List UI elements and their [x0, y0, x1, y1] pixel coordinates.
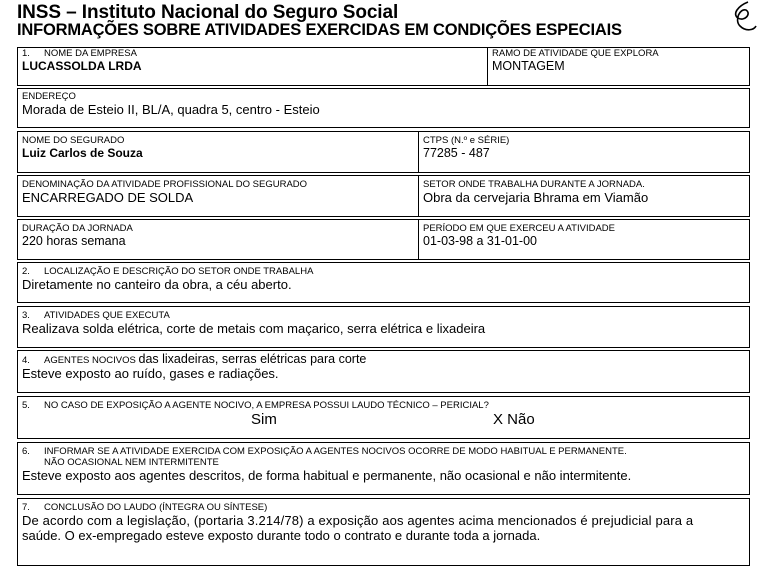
section-4 [17, 350, 750, 393]
section-6 [17, 442, 750, 495]
handwritten-initials-icon [728, 0, 758, 36]
ctps-cell [418, 132, 749, 172]
section-3-value: Realizava solda elétrica, corte de metais com maçarico, serra elétrica e lixadeira [22, 321, 486, 336]
empresa-label [22, 48, 487, 59]
segurado-row [17, 131, 750, 173]
section-3-label [22, 310, 749, 321]
ctps-value: 77285 - 487 [423, 146, 490, 160]
section-6-value: Esteve exposto aos agentes descritos, de forma habitual e permanente, não ocasional e não intermitente. [22, 468, 632, 483]
section-number: 1. [22, 48, 30, 59]
section-number: 6. [22, 446, 30, 457]
section-2-cell [18, 263, 749, 302]
section-4-value: Esteve exposto ao ruído, gases e radiações. [22, 366, 279, 381]
section-4-label [22, 354, 749, 366]
atividade-value: ENCARREGADO DE SOLDA [22, 190, 194, 205]
periodo-cell [418, 220, 749, 259]
ramo-cell [487, 48, 749, 85]
section-2 [17, 262, 750, 303]
jornada-row [17, 219, 750, 260]
setor-value: Obra da cervejaria Bhrama em Viamão [423, 190, 649, 205]
section-5-label [22, 400, 749, 411]
endereco-label: ENDEREÇO [22, 91, 76, 102]
endereco-row [17, 88, 750, 128]
section-7-label-text: CONCLUSÃO DO LAUDO (ÍNTEGRA OU SÍNTESE) [44, 502, 268, 513]
section-number: 4. [22, 355, 30, 366]
option-nao-checked: X Não [493, 411, 535, 428]
section-6-cell [18, 443, 749, 494]
empresa-cell [18, 48, 487, 85]
section-number: 7. [22, 502, 30, 513]
atividade-cell [18, 176, 418, 216]
atividade-label: DENOMINAÇÃO DA ATIVIDADE PROFISSIONAL DO SEGURADO [22, 179, 308, 190]
empresa-row [17, 47, 750, 86]
section-4-label-text: AGENTES NOCIVOS [44, 355, 136, 366]
endereco-value: Morada de Esteio II, BL/A, quadra 5, centro - Esteio [22, 102, 320, 117]
periodo-value: 01-03-98 a 31-01-00 [423, 234, 537, 248]
section-4-label-extra: das lixadeiras, serras elétricas para corte [138, 352, 367, 366]
section-3-label-text: ATIVIDADES QUE EXECUTA [44, 310, 170, 321]
section-number: 2. [22, 266, 30, 277]
endereco-cell [18, 89, 749, 127]
setor-label: SETOR ONDE TRABALHA DURANTE A JORNADA. [423, 179, 645, 190]
section-6-label [22, 446, 749, 457]
page-subtitle: INFORMAÇÕES SOBRE ATIVIDADES EXERCIDAS EM CONDIÇÕES ESPECIAIS [17, 21, 622, 39]
section-2-value: Diretamente no canteiro da obra, a céu aberto. [22, 277, 292, 292]
section-number: 3. [22, 310, 30, 321]
section-5-label-text: NO CASO DE EXPOSIÇÃO A AGENTE NOCIVO, A EMPRESA POSSUI LAUDO TÉCNICO – PERICIAL? [44, 400, 489, 411]
option-sim: Sim [251, 411, 277, 428]
section-5-cell [18, 397, 749, 438]
section-3-cell [18, 307, 749, 347]
ctps-label: CTPS (N.º e SÉRIE) [423, 135, 510, 146]
periodo-label: PERÍODO EM QUE EXERCEU A ATIVIDADE [423, 223, 615, 234]
section-7-label [22, 502, 749, 513]
empresa-value: LUCASSOLDA LRDA [22, 59, 142, 73]
section-2-label-text: LOCALIZAÇÃO E DESCRIÇÃO DO SETOR ONDE TRABALHA [44, 266, 314, 277]
section-7-cell [18, 499, 749, 565]
section-7-value-line1: De acordo com a legislação, (portaria 3.214/78) a exposição aos agentes acima mencionados é prejudicial para a [22, 513, 694, 528]
ramo-label: RAMO DE ATIVIDADE QUE EXPLORA [492, 48, 659, 59]
jornada-label: DURAÇÃO DA JORNADA [22, 223, 133, 234]
section-4-cell [18, 351, 749, 392]
ramo-value: MONTAGEM [492, 59, 565, 73]
atividade-row [17, 175, 750, 217]
section-7 [17, 498, 750, 566]
empresa-label-text: NOME DA EMPRESA [44, 48, 137, 59]
segurado-value: Luiz Carlos de Souza [22, 146, 143, 160]
section-3 [17, 306, 750, 348]
section-5 [17, 396, 750, 439]
jornada-cell [18, 220, 418, 259]
jornada-value: 220 horas semana [22, 234, 126, 248]
setor-cell [418, 176, 749, 216]
page-title: INSS – Instituto Nacional do Seguro Social [17, 2, 399, 23]
section-7-value-line2: saúde. O ex-empregado esteve exposto durante todo o contrato e durante toda a jornada. [22, 528, 541, 543]
section-6-label-line2: NÃO OCASIONAL NEM INTERMITENTE [44, 457, 219, 468]
section-6-label-line1: INFORMAR SE A ATIVIDADE EXERCIDA COM EXPOSIÇÃO A AGENTES NOCIVOS OCORRE DE MODO HABITUAL E PERMANENTE. [44, 446, 627, 457]
section-2-label [22, 266, 749, 277]
segurado-label: NOME DO SEGURADO [22, 135, 125, 146]
segurado-cell [18, 132, 418, 172]
section-number: 5. [22, 400, 30, 411]
